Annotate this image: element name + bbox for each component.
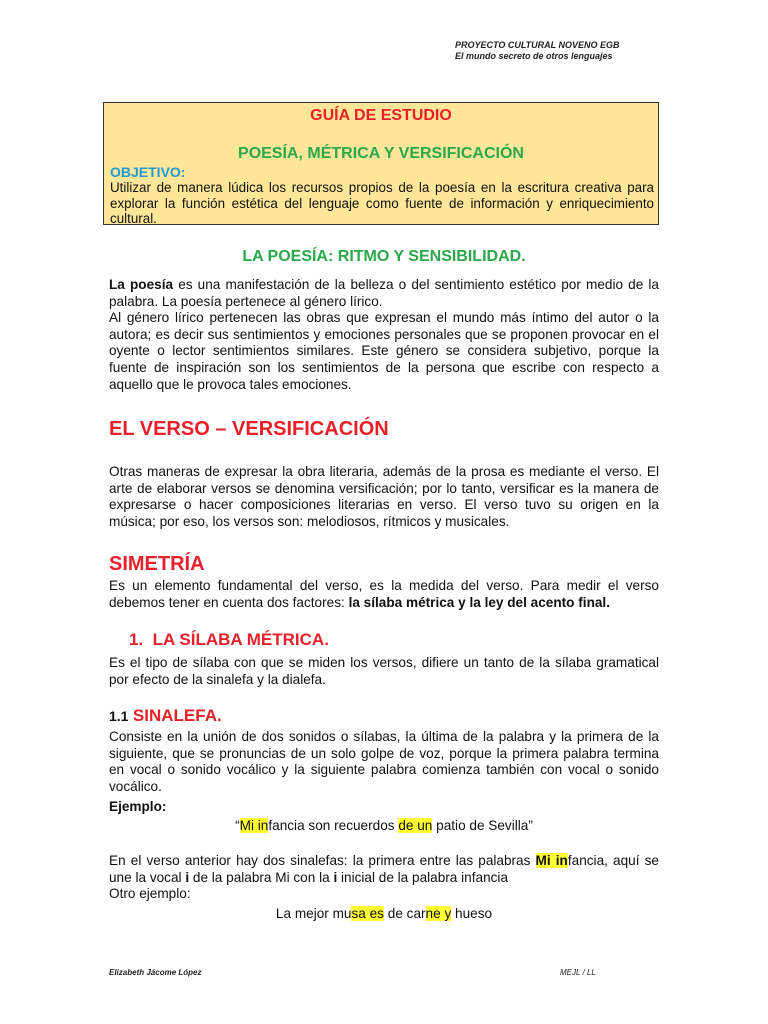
guide-subtitle: POESÍA, MÉTRICA Y VERSIFICACIÓN [238, 145, 524, 162]
header-project: PROYECTO CULTURAL NOVENO EGB [455, 40, 620, 50]
poesia-text-2: Al género lírico pertenecen las obras que expresan el mundo más íntimo del autor o la autora; es decir sus sentimientos y emociones personales que se proponen provocar en el oyente o lector sentimientos similares. Este género se considera subjetivo, porque la fuente de inspiración son los sentimientos de la persona que escribe con respecto a aquello que le provoca tales emociones. [109, 310, 659, 392]
exp-part-g: inicial de la palabra infancia [337, 869, 509, 885]
otro-ejemplo-label: Otro ejemplo: [109, 886, 191, 901]
exp-bold-i-1: i [185, 869, 190, 885]
ex1-highlight-2: de un [398, 818, 433, 833]
footer-initials: MEJL / LL [560, 968, 596, 977]
verso-paragraph: Otras maneras de expresar la obra literaria, además de la prosa es mediante el verso. El arte de elaborar versos se denomina versificación; por lo tanto, versificar es la manera de expresarse o hacer composiciones literarias en verso. El verso tuvo su origen en la música; por eso, los versos son: melodiosos, rítmicos y musicales. [109, 464, 659, 529]
ex2-part-a: La mejor mu [275, 906, 352, 921]
study-guide-box [103, 102, 659, 225]
footer-author: Elizabeth Jácome López [109, 968, 202, 977]
objective-text: Utilizar de manera lúdica los recursos propios de la poesía en la escritura creativa para explorar la función estética del lenguaje como fuente de información y enriquecimiento cultural. [110, 180, 654, 226]
ex1-part-c: fancia son recuerdos [268, 818, 399, 833]
ex1-highlight-1: Mi in [239, 818, 269, 833]
simetria-heading: SIMETRÍA [109, 553, 205, 575]
ex2-highlight-2: ne y [425, 906, 452, 921]
sinalefa-explanation [109, 853, 659, 886]
poesia-text-1: es una manifestación de la belleza o del sentimiento estético por medio de la palabra. La poesía pertenece al género lírico. [109, 277, 659, 309]
sinalefa-number: 1.1 [109, 708, 129, 724]
simetria-bold: la sílaba métrica y la ley del acento final. [348, 594, 610, 610]
ex1-part-a: “ [235, 818, 240, 833]
poesia-paragraph [109, 277, 659, 393]
exp-highlight: Mi in [535, 853, 568, 868]
poesia-heading: LA POESÍA: RITMO Y SENSIBILIDAD. [242, 248, 526, 265]
guide-title: GUÍA DE ESTUDIO [310, 107, 452, 124]
simetria-text: Es un elemento fundamental del verso, es la medida del verso. Para medir el verso debemos tener en cuenta dos factores: [109, 578, 659, 610]
simetria-paragraph [109, 578, 659, 611]
exp-part-c: fancia, aquí se une la vocal [109, 853, 659, 885]
exp-part-e: de la palabra Mi con la [189, 869, 334, 885]
ejemplo-label: Ejemplo: [109, 799, 167, 814]
ex2-part-e: hueso [451, 906, 493, 921]
sinalefa-title: SINALEFA. [132, 706, 222, 725]
sinalefa-paragraph: Consiste en la unión de dos sonidos o sílabas, la última de la palabra y la primera de la siguiente, que se pronuncias de un solo golpe de voz, porque la primera palabra termina en vocal o sonido vocálico y la siguiente palabra comienza también con vocal o sonido vocálico. [109, 729, 659, 794]
exp-part-a: En el verso anterior hay dos sinalefas: la primera entre las palabras [109, 853, 536, 868]
silaba-paragraph: Es el tipo de sílaba con que se miden los versos, difiere un tanto de la sílaba gramatical por efecto de la sinalefa y la dialefa. [109, 655, 659, 687]
header-subtitle: El mundo secreto de otros lenguajes [455, 51, 613, 61]
silaba-number: 1. [129, 630, 144, 649]
example-verse-2 [0, 906, 768, 923]
sinalefa-heading [109, 706, 222, 726]
example-verse-1 [0, 818, 768, 835]
objective-label: OBJETIVO: [110, 164, 186, 180]
verso-heading: EL VERSO – VERSIFICACIÓN [109, 418, 389, 440]
page-header [455, 40, 620, 62]
ex1-part-e: patio de Sevilla” [432, 818, 533, 833]
ex2-highlight-1: sa es [351, 906, 384, 921]
ex2-part-c: de car [383, 906, 426, 921]
exp-bold-i-2: i [333, 869, 338, 885]
silaba-heading [129, 630, 329, 650]
silaba-title: LA SÍLABA MÉTRICA. [152, 630, 329, 649]
poesia-lead: La poesía [109, 277, 174, 292]
